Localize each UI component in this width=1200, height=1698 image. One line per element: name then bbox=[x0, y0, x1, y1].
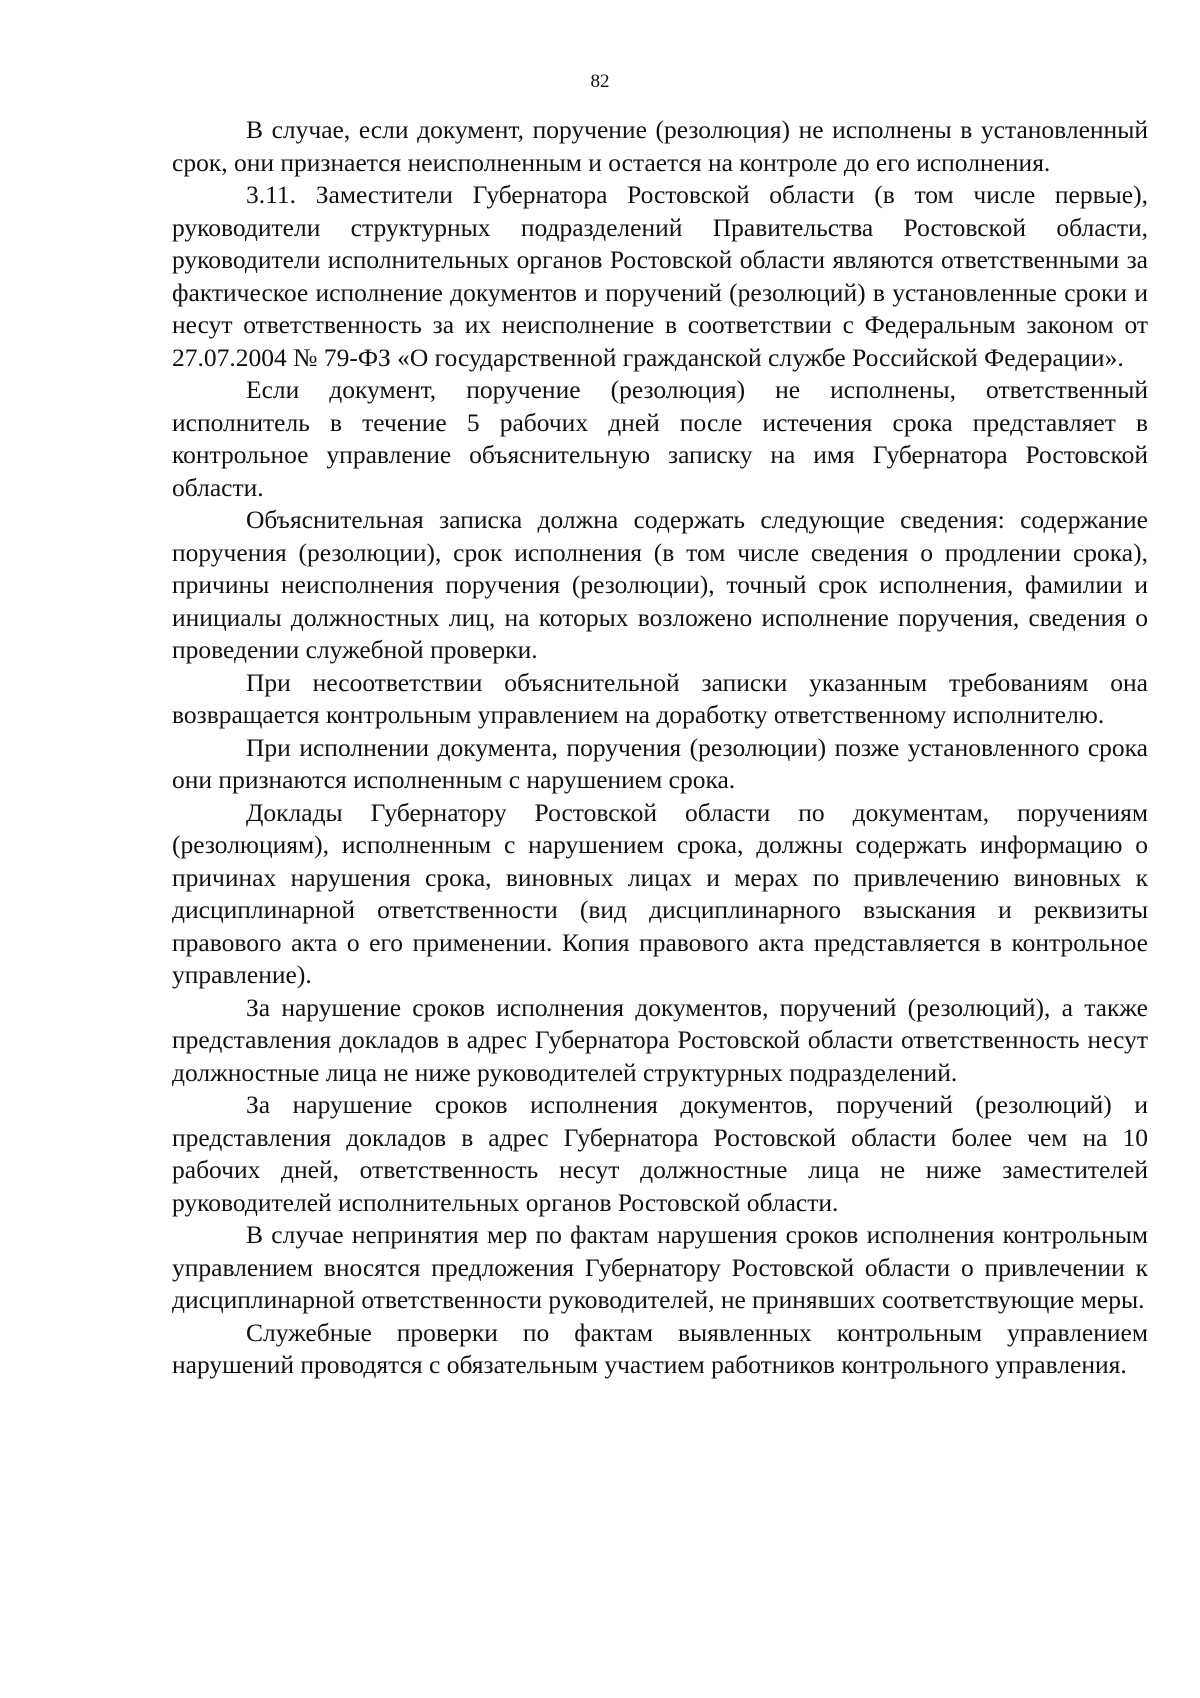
paragraph-unexecuted-status: В случае, если документ, поручение (резолюция) не исполнены в установленный срок, они признается неисполненным и остается на контроле до его исполнения. bbox=[172, 115, 1148, 177]
paragraph-note-return: При несоответствии объяснительной записки указанным требованиям она возвращается контрольным управлением на доработку ответственному исполнителю. bbox=[172, 667, 1148, 729]
paragraph-responsibility-heads: За нарушение сроков исполнения документов, поручений (резолюций), а также представления докладов в адрес Губернатора Ростовской области ответственность несут должностные лица не ниже руководителей структурных подразделений. bbox=[172, 992, 1148, 1087]
paragraph-official-inspections: Служебные проверки по фактам выявленных контрольным управлением нарушений проводятся с обязательным участием работников контрольного управления. bbox=[172, 1317, 1148, 1379]
paragraph-responsibility-deputies: За нарушение сроков исполнения документов, поручений (резолюций) и представления докладов в адрес Губернатора Ростовской области более чем на 10 рабочих дней, ответственность несут должностные лица не ниже заместителей руководителей исполнительных органов Ростовской области. bbox=[172, 1090, 1148, 1217]
paragraph-disciplinary-proposals: В случае непринятия мер по фактам нарушения сроков исполнения контрольным управлением вносятся предложения Губернатору Ростовской области о привлечении к дисциплинарной ответственности руководителей, не принявших соответствующие меры. bbox=[172, 1220, 1148, 1314]
paragraph-explanatory-note-content: Объяснительная записка должна содержать следующие сведения: содержание поручения (резолюции), срок исполнения (в том числе сведения о продлении срока), причины неисполнения поручения (резолюции), точный срок исполнения, фамилии и инициалы должностных лиц, на которых возложено исполнение поручения, сведения о проведении служебной проверки. bbox=[172, 505, 1148, 664]
paragraph-reports-to-governor: Доклады Губернатору Ростовской области по документам, поручениям (резолюциям), исполненным с нарушением срока, должны содержать информацию о причинах нарушения срока, виновных лицах и мерах по привлечению виновных к дисциплинарной ответственности (вид дисциплинарного взыскания и реквизиты правового акта о его применении. Копия правового акта представляется в контрольное управление). bbox=[172, 797, 1148, 989]
paragraph-late-execution: При исполнении документа, поручения (резолюции) позже установленного срока они признаются исполненным с нарушением срока. bbox=[172, 732, 1148, 794]
paragraph-section-3-11: 3.11. Заместители Губернатора Ростовской области (в том числе первые), руководители структурных подразделений Правительства Ростовской области, руководители исполнительных органов Ростовской области являются ответственными за фактическое исполнение документов и поручений (резолюций) в установленные сроки и несут ответственность за их неисполнение в соответствии с Федеральным законом от 27.07.2004 № 79-ФЗ «О государственной гражданской службе Российской Федерации». bbox=[172, 180, 1148, 372]
document-body bbox=[172, 114, 1148, 1382]
paragraph-explanatory-note-deadline: Если документ, поручение (резолюция) не исполнены, ответственный исполнитель в течение 5 рабочих дней после истечения срока представляет в контрольное управление объяснительную записку на имя Губернатора Ростовской области. bbox=[172, 375, 1148, 502]
page-number: 82 bbox=[590, 71, 610, 92]
